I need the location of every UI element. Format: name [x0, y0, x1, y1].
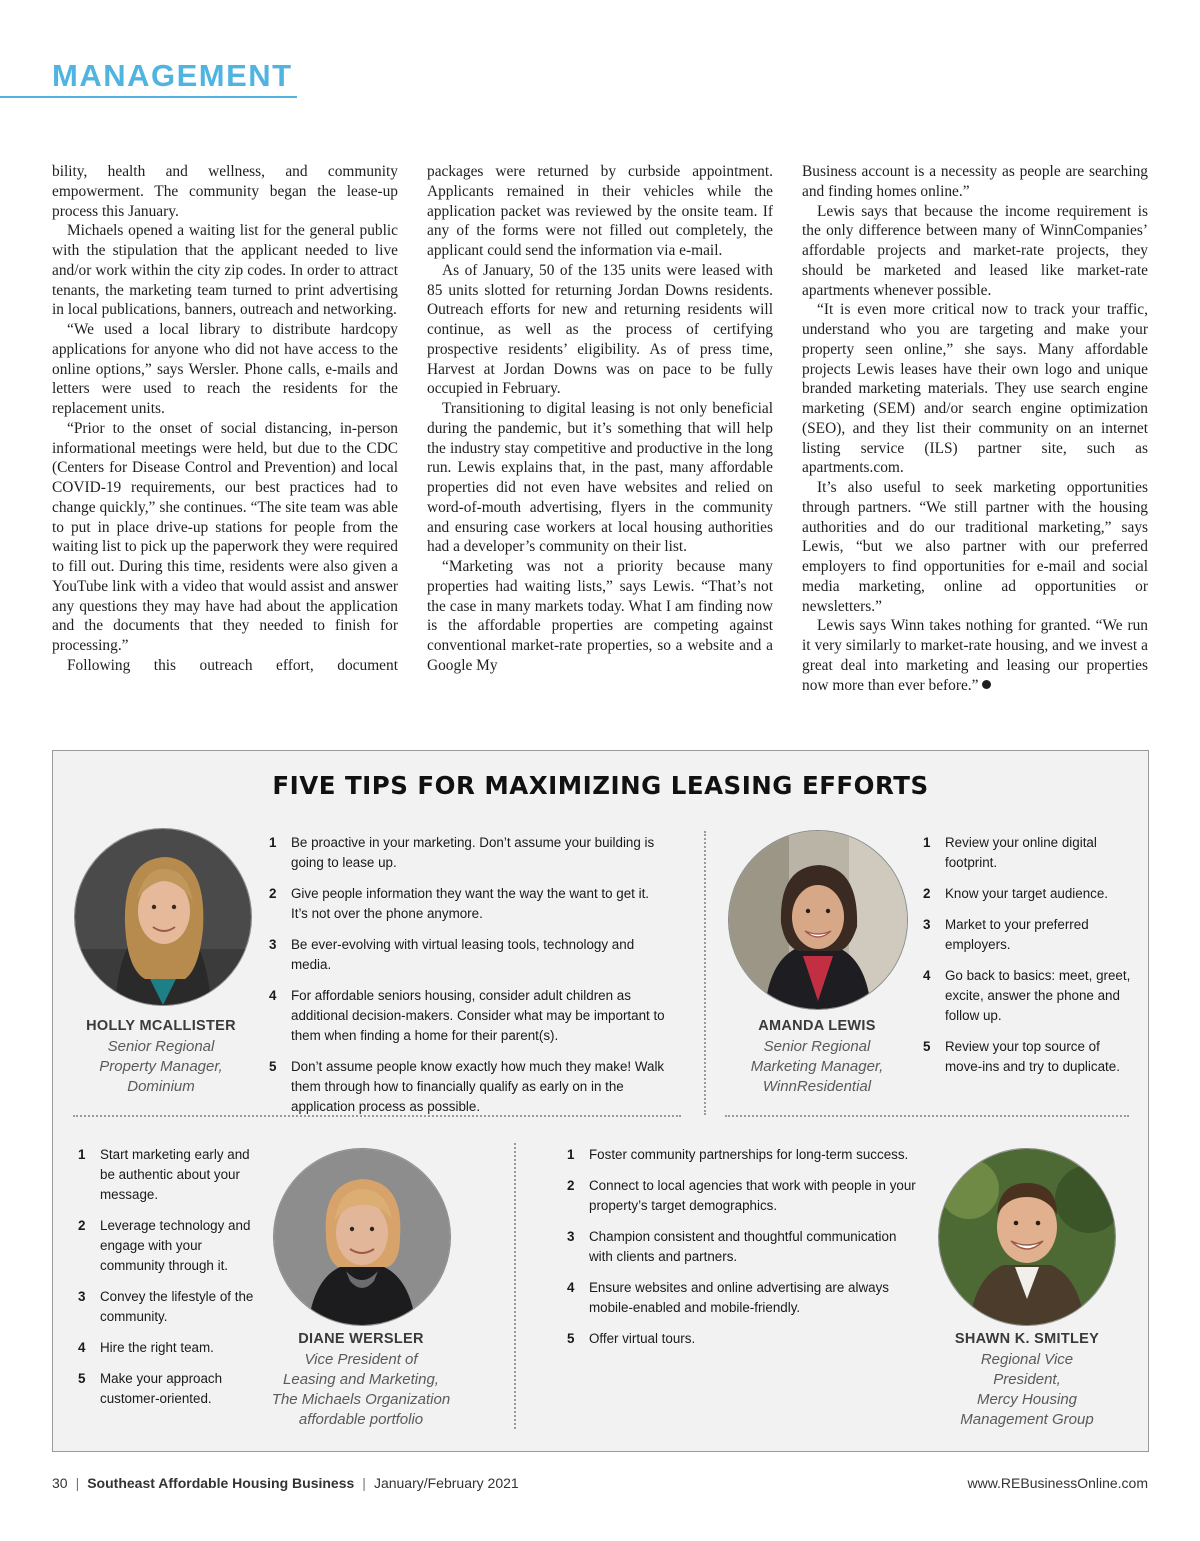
tip-item — [567, 1329, 917, 1349]
tip-text: Review your top source of move-ins and try to duplicate. — [945, 1039, 1120, 1074]
person-name: SHAWN K. SMITLEY — [954, 1331, 1100, 1347]
title-line: Senior Regional — [763, 1038, 871, 1055]
tip-number: 3 — [923, 917, 931, 932]
tip-text: Ensure websites and online advertising are always mobile-enabled and mobile-friendly. — [589, 1280, 889, 1315]
tip-number: 2 — [567, 1178, 575, 1193]
paragraph: As of January, 50 of the 135 units were leased with 85 units slotted for returning Jordan Downs residents. Outreach efforts for new and returning residents will continue, as well as the process of certifying prospective residents’ eligibility. As of press time, Harvest at Jordan Downs was on pace to be fully occupied in February. — [427, 261, 773, 398]
person-title — [53, 1037, 269, 1097]
tip-number: 1 — [78, 1147, 86, 1162]
person-title — [927, 1350, 1127, 1430]
title-line: WinnResidential — [762, 1078, 872, 1095]
paragraph: Transitioning to digital leasing is not only beneficial during the pandemic, but it’s something that will help the industry stay competitive and productive in the long run. Lewis explains that, in the past, many affordable properties did not even have websites and relied on word-of-mouth advertising, flyers in the community and ensuring case workers at local housing authorities had a developer’s community on their list. — [427, 400, 773, 556]
amanda-lewis-photo — [728, 830, 908, 1010]
tip-number: 4 — [923, 968, 931, 983]
title-line: Senior Regional — [107, 1038, 215, 1055]
section-rule — [0, 96, 297, 98]
paragraph: “Marketing was not a priority because many properties had waiting lists,” says Lewis. “That’s not the case in many markets today. What I am finding now is the affordable properties are competing against conventional market-rate properties, so a website and a Google My — [427, 558, 773, 674]
tips-list-lewis — [923, 833, 1133, 1088]
paragraph: It’s also useful to seek marketing opportunities through partners. “We still partner with the housing authorities and do our traditional marketing,” says Lewis, “but we also partner with our preferred employers to find opportunities for e-mail and social media marketing, online ad opportunities or newsletters.” — [802, 479, 1148, 615]
tip-text: Be proactive in your marketing. Don’t assume your building is going to lease up. — [291, 835, 655, 870]
title-line: Management Group — [960, 1411, 1094, 1428]
tip-item — [923, 915, 1133, 955]
person-name: DIANE WERSLER — [298, 1331, 424, 1347]
tip-number: 5 — [923, 1039, 931, 1054]
tip-text: Foster community partnerships for long-term success. — [589, 1147, 909, 1162]
issue-date: January/February 2021 — [373, 1475, 519, 1491]
tip-text: Be ever-evolving with virtual leasing tools, technology and media. — [291, 937, 635, 972]
tip-item — [269, 1057, 669, 1117]
holly-mcallister-photo — [74, 828, 252, 1006]
tip-number: 3 — [269, 937, 277, 952]
paragraph: Business account is a necessity as people are searching and finding homes online.” — [802, 163, 1148, 200]
title-line: President, — [993, 1371, 1061, 1388]
tip-item — [923, 833, 1133, 873]
tip-number: 3 — [567, 1229, 575, 1244]
tip-number: 4 — [269, 988, 277, 1003]
title-line: Marketing Manager, — [750, 1058, 884, 1075]
footer-left — [52, 1475, 519, 1491]
tip-text: Review your online digital footprint. — [945, 835, 1097, 870]
paragraph: “We used a local library to distribute hardcopy applications for anyone who did not have access to the online options,” says Wersler. Phone calls, e-mails and letters were used to reach the residents for the replacement units. — [52, 321, 398, 417]
sidebar-title: FIVE TIPS FOR MAXIMIZING LEASING EFFORTS — [272, 771, 929, 800]
end-mark-icon — [982, 680, 991, 689]
tip-text: Start marketing early and be authentic about your message. — [100, 1147, 250, 1202]
tip-number: 5 — [269, 1059, 277, 1074]
tip-number: 4 — [567, 1280, 575, 1295]
tip-item — [567, 1145, 917, 1165]
title-line: The Michaels Organization — [271, 1391, 451, 1408]
tip-item — [78, 1338, 258, 1358]
person-name: AMANDA LEWIS — [758, 1018, 876, 1034]
row-divider — [73, 1115, 681, 1117]
title-line: Mercy Housing — [976, 1391, 1078, 1408]
separator: | — [362, 1475, 366, 1491]
tip-item — [567, 1278, 917, 1318]
tip-text: Hire the right team. — [100, 1340, 214, 1355]
column-divider — [704, 831, 706, 1115]
tip-item — [567, 1176, 917, 1216]
paragraph: Michaels opened a waiting list for the general public with the stipulation that the applicant needed to live and/or work within the city zip codes. In order to attract tenants, the marketing team turned to print advertising in local publications, banners, outreach and networking. — [52, 222, 398, 319]
tip-item — [923, 884, 1133, 904]
tip-text: Give people information they want the way the want to get it. It’s not over the phone anymore. — [291, 886, 650, 921]
paragraph: packages were returned by curbside appointment. Applicants remained in their vehicles while the application packet was reviewed by the onsite team. If any of the forms were not filled out completely, the applicant could send the information via e-mail. — [427, 163, 773, 259]
tips-list-wersler — [78, 1145, 258, 1420]
page-number: 30 — [52, 1475, 68, 1491]
tip-number: 1 — [269, 835, 277, 850]
tip-text: Don’t assume people know exactly how much they make! Walk them through how to financially qualify as early on in the application process as possible. — [291, 1059, 665, 1114]
tip-number: 2 — [923, 886, 931, 901]
tip-item — [923, 966, 1133, 1026]
tip-text: Leverage technology and engage with your community through it. — [100, 1218, 251, 1273]
separator: | — [75, 1475, 80, 1491]
tip-item — [567, 1227, 917, 1267]
tip-item — [269, 884, 669, 924]
title-line: Dominium — [127, 1078, 195, 1095]
title-line: Regional Vice — [980, 1351, 1074, 1368]
tip-text: Make your approach customer-oriented. — [100, 1371, 223, 1406]
tips-list-mcallister — [269, 833, 669, 1128]
tip-text: For affordable seniors housing, consider adult children as additional decision-makers. Consider what may be important to them when finding a home for their parent(s). — [291, 988, 665, 1043]
tip-number: 1 — [567, 1147, 575, 1162]
column-divider — [514, 1143, 516, 1429]
paragraph: bility, health and wellness, and community empowerment. The community began the lease-up process this January. — [52, 163, 398, 220]
tips-sidebar — [52, 750, 1149, 1452]
title-line: Leasing and Marketing, — [283, 1371, 439, 1388]
section-label: MANAGEMENT — [52, 58, 293, 93]
tip-text: Go back to basics: meet, greet, excite, answer the phone and follow up. — [945, 968, 1131, 1023]
article-column-2 — [427, 162, 773, 676]
tip-item — [78, 1369, 258, 1409]
diane-wersler-photo — [273, 1148, 451, 1326]
tips-list-smitley — [567, 1145, 917, 1360]
tip-item — [78, 1287, 258, 1327]
tip-item — [269, 833, 669, 873]
tip-number: 4 — [78, 1340, 86, 1355]
row-divider — [725, 1115, 1129, 1117]
tip-text: Offer virtual tours. — [589, 1331, 696, 1346]
paragraph: “It is even more critical now to track your traffic, understand who you are targeting and make your property seen online,” she says. Many affordable projects Lewis leases have their own logo and unique branded marketing materials. They use search engine marketing (SEM) and/or search engine optimization (SEO), and they list their community on an internet listing service (ILS) partner site, such as apartments.com. — [802, 301, 1148, 477]
tip-text: Champion consistent and thoughtful communication with clients and partners. — [589, 1229, 897, 1264]
person-title — [717, 1037, 917, 1097]
tip-text: Convey the lifestyle of the community. — [100, 1289, 254, 1324]
publication-name: Southeast Affordable Housing Business — [87, 1475, 355, 1491]
paragraph: Lewis says that because the income requirement is the only difference between many of WinnCompanies’ affordable projects and market-rate projects, they should be marketed and leased like market-rate apartments whenever possible. — [802, 202, 1148, 299]
article-column-1 — [52, 162, 398, 676]
tip-text: Connect to local agencies that work with people in your property’s target demographics. — [589, 1178, 916, 1213]
paragraph-text: Lewis says Winn takes nothing for granted. “We run it very similarly to market-rate housing, and we invest a great deal into marketing and leasing our properties now more than ever before.” — [802, 617, 1148, 694]
tip-item — [78, 1145, 258, 1205]
title-line: Property Manager, — [99, 1058, 223, 1075]
paragraph: “Prior to the onset of social distancing, in-person informational meetings were held, but due to the CDC (Centers for Disease Control and Prevention) and local COVID-19 requirements, our best practices had to change quickly,” she continues. “The site team was able to put in place drive-up stations for people from the waiting list to pick up the paperwork they were required to fill out. During this time, residents were also given a YouTube link with a video that would assist and answer any questions they may have had about the application and the documents that they needed to finish for processing.” — [52, 419, 398, 654]
tip-item — [269, 935, 669, 975]
title-line: affordable portfolio — [298, 1411, 424, 1428]
article-column-3 — [802, 162, 1148, 695]
tip-item — [269, 986, 669, 1046]
person-name: HOLLY MCALLISTER — [86, 1018, 236, 1034]
tip-number: 1 — [923, 835, 931, 850]
tip-text: Market to your preferred employers. — [945, 917, 1089, 952]
tip-number: 5 — [567, 1331, 575, 1346]
tip-number: 2 — [269, 886, 277, 901]
tip-number: 3 — [78, 1289, 86, 1304]
tip-number: 5 — [78, 1371, 86, 1386]
paragraph — [802, 616, 1148, 695]
website-link[interactable]: www.REBusinessOnline.com — [967, 1475, 1148, 1491]
shawn-smitley-photo — [938, 1148, 1116, 1326]
person-title — [243, 1350, 479, 1430]
tip-text: Know your target audience. — [945, 886, 1109, 901]
tip-item — [78, 1216, 258, 1276]
tip-number: 2 — [78, 1218, 86, 1233]
title-line: Vice President of — [304, 1351, 418, 1368]
paragraph: Following this outreach effort, document — [67, 656, 398, 674]
tip-item — [923, 1037, 1133, 1077]
